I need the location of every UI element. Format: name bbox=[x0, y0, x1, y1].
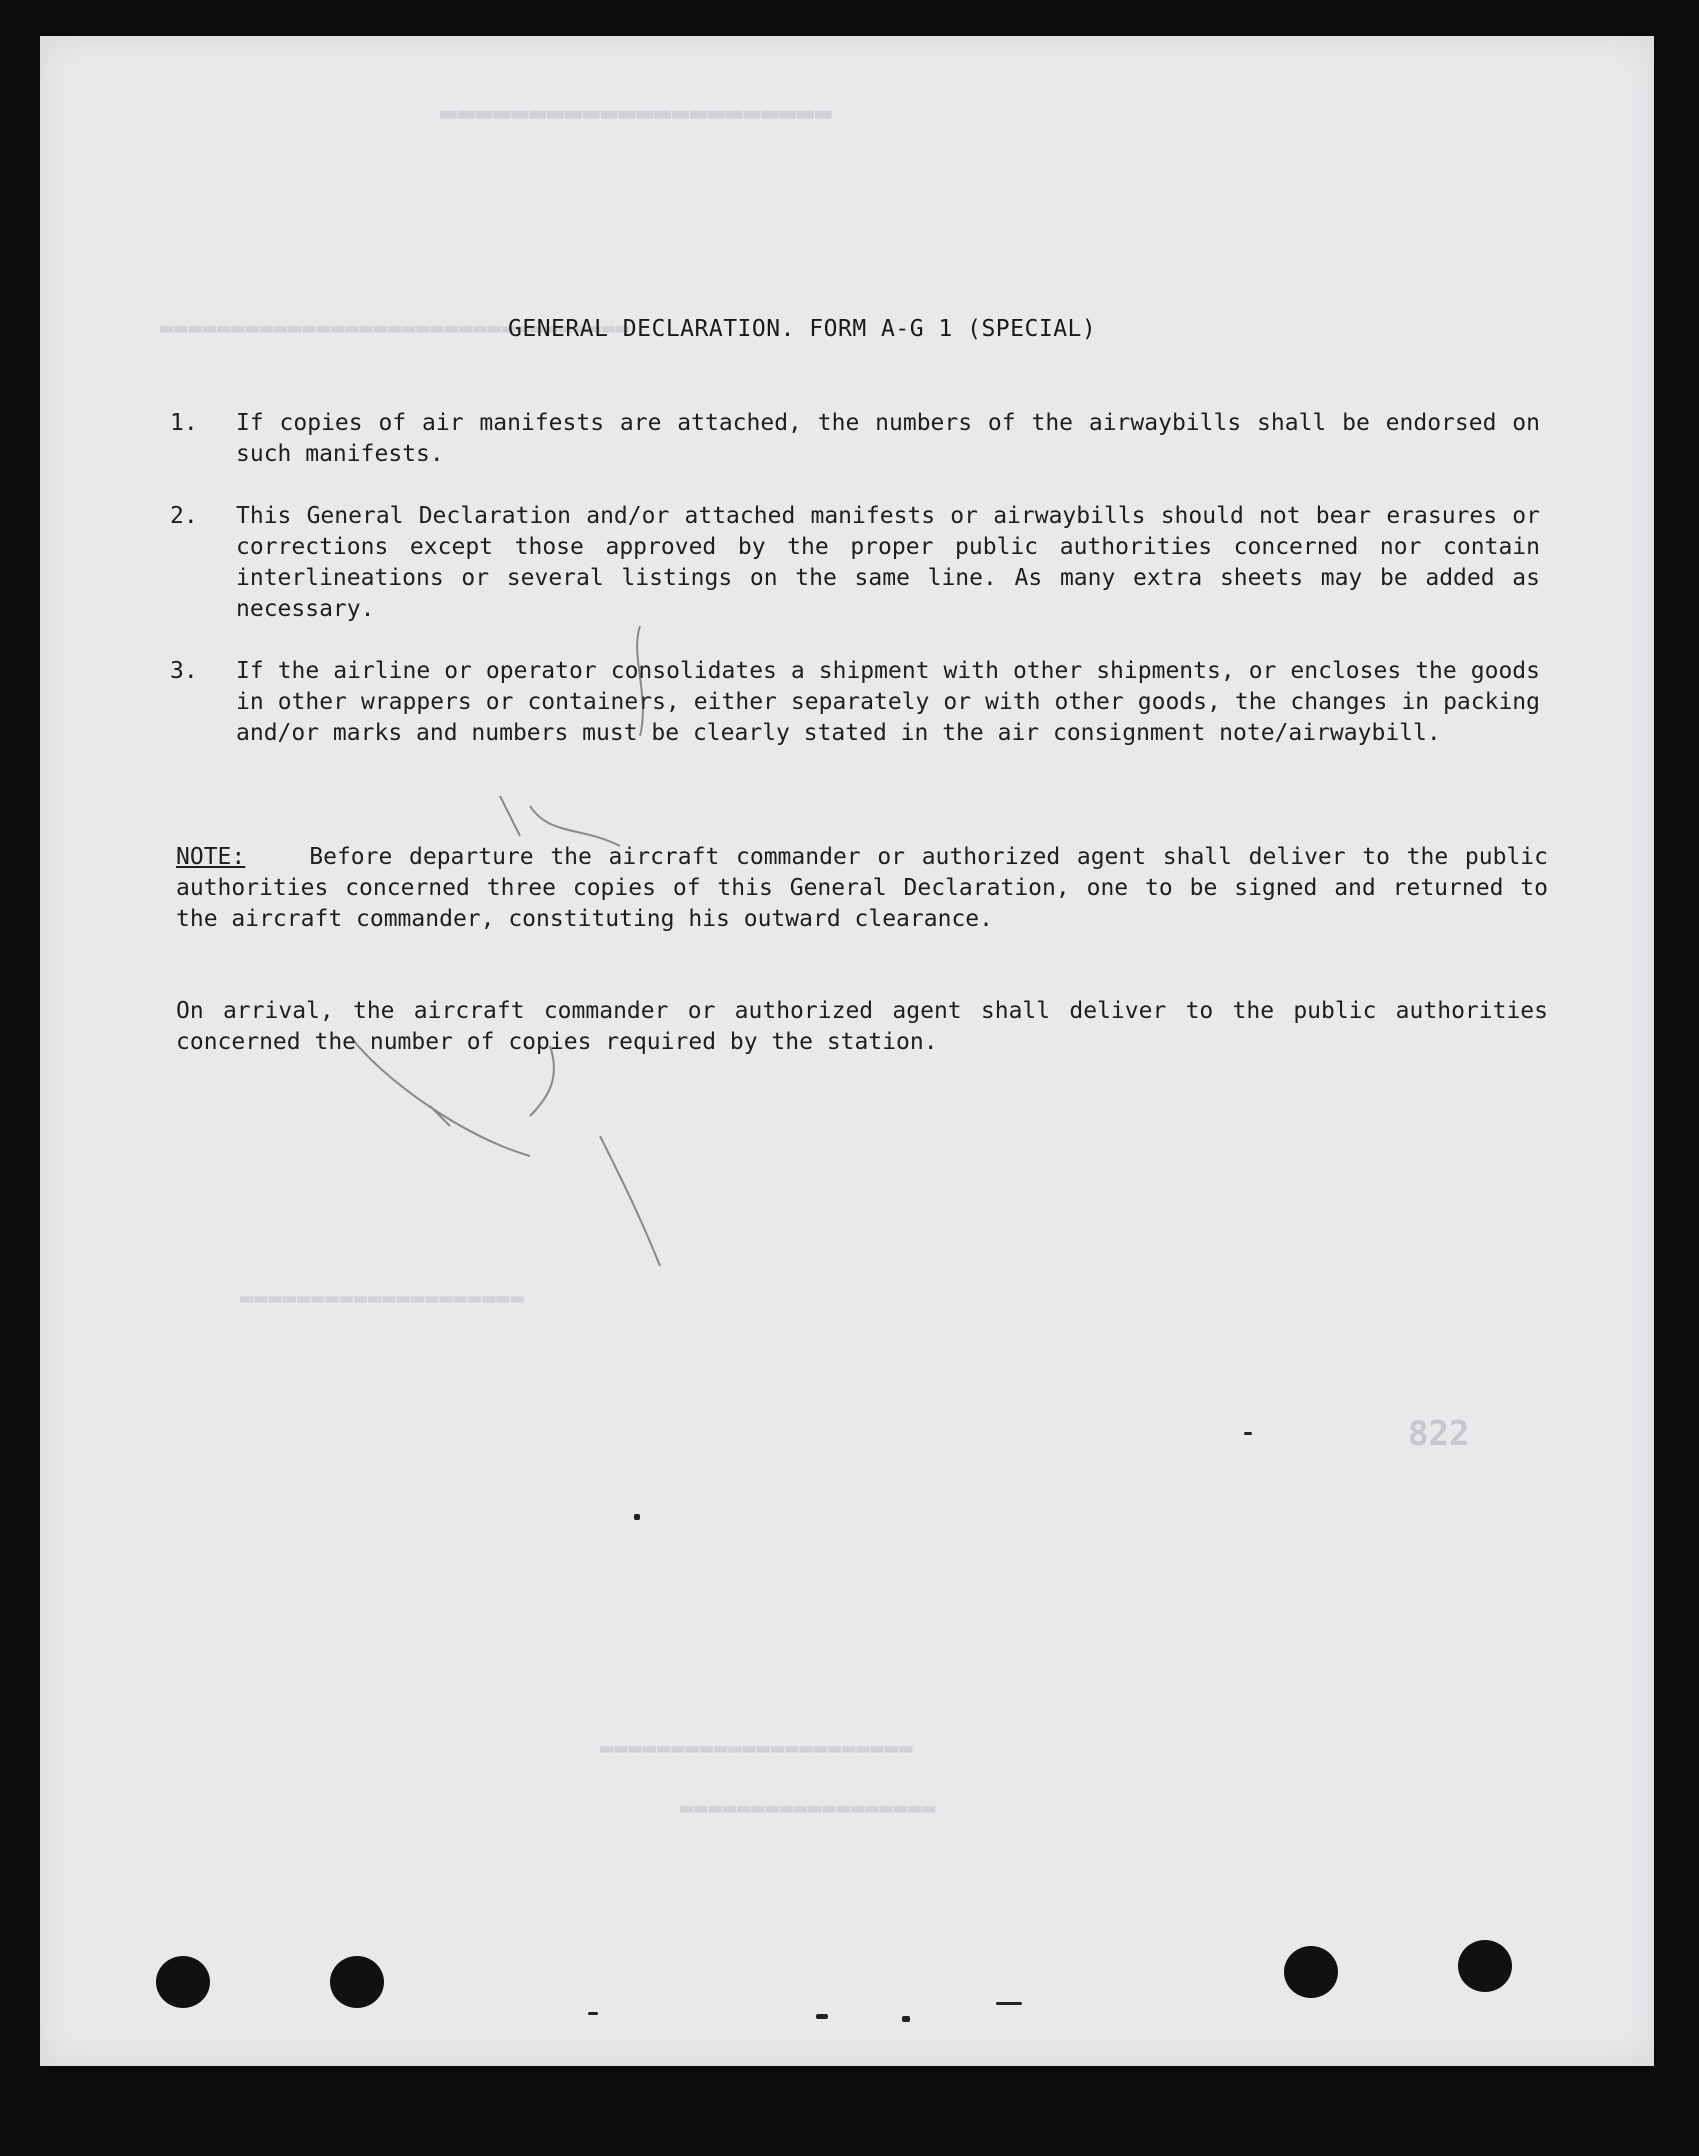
speck bbox=[816, 2014, 828, 2019]
punch-hole bbox=[330, 1956, 384, 2008]
speck bbox=[634, 1514, 640, 1520]
arrival-paragraph: On arrival, the aircraft commander or authorized agent shall deliver to the public authorities concerned the number of copies required by the station. bbox=[176, 998, 1548, 1055]
bleed-through-text: ▬▬▬▬▬▬▬▬▬▬▬▬▬▬▬▬▬▬▬▬▬▬▬▬▬▬▬▬▬▬▬▬▬ bbox=[160, 316, 631, 341]
list-item bbox=[170, 501, 1540, 625]
bleed-through-text: ▬▬▬▬▬▬▬▬▬▬▬▬▬▬▬▬▬▬ bbox=[680, 1796, 937, 1821]
bleed-through-text: ▬▬▬▬▬▬▬▬▬▬▬▬▬▬▬▬▬▬▬▬▬▬ bbox=[600, 1736, 914, 1761]
list-item-number: 1. bbox=[170, 410, 198, 436]
speck bbox=[588, 2012, 598, 2015]
punch-hole bbox=[156, 1956, 210, 2008]
speck bbox=[996, 2002, 1022, 2005]
list-item-text: This General Declaration and/or attached manifests or airwaybills should not bear erasures or corrections except those approved by the proper public authorities concerned nor contain interlineations or several listings on the same line. As many extra sheets may be added as necessary. bbox=[236, 503, 1540, 622]
stamp-number: 822 bbox=[1408, 1414, 1470, 1454]
handwritten-scribble bbox=[200, 616, 760, 1276]
note-text: Before departure the aircraft commander or authorized agent shall deliver to the public authorities concerned three copies of this General Declaration, one to be signed and returned to the aircraft commander, constituting his outward clearance. bbox=[176, 844, 1548, 932]
list-item-text: If the airline or operator consolidates a shipment with other shipments, or encloses the goods in other wrappers or containers, either separately or with other goods, the changes in packing and/or marks and numbers must be clearly stated in the air consignment note/airwaybill. bbox=[236, 658, 1540, 746]
list-item-number: 2. bbox=[170, 503, 198, 529]
punch-hole bbox=[1458, 1940, 1512, 1992]
list-item-text: If copies of air manifests are attached, the numbers of the airwaybills shall be endorsed on such manifests. bbox=[236, 410, 1540, 467]
speck bbox=[1244, 1432, 1252, 1435]
document-page bbox=[40, 36, 1654, 2066]
bleed-through-text: ▬▬▬▬▬▬▬▬▬▬▬▬▬▬▬▬▬▬▬▬ bbox=[240, 1286, 525, 1311]
bleed-through-text: ▬▬▬▬▬▬▬▬▬▬▬▬▬▬▬▬▬▬▬▬▬▬ bbox=[440, 96, 833, 129]
list-item-number: 3. bbox=[170, 658, 198, 684]
note-label: NOTE: bbox=[176, 844, 246, 870]
punch-hole bbox=[1284, 1946, 1338, 1998]
list-item bbox=[170, 408, 1540, 470]
page-title: GENERAL DECLARATION. FORM A-G 1 (SPECIAL) bbox=[508, 316, 1097, 342]
speck bbox=[902, 2016, 910, 2022]
